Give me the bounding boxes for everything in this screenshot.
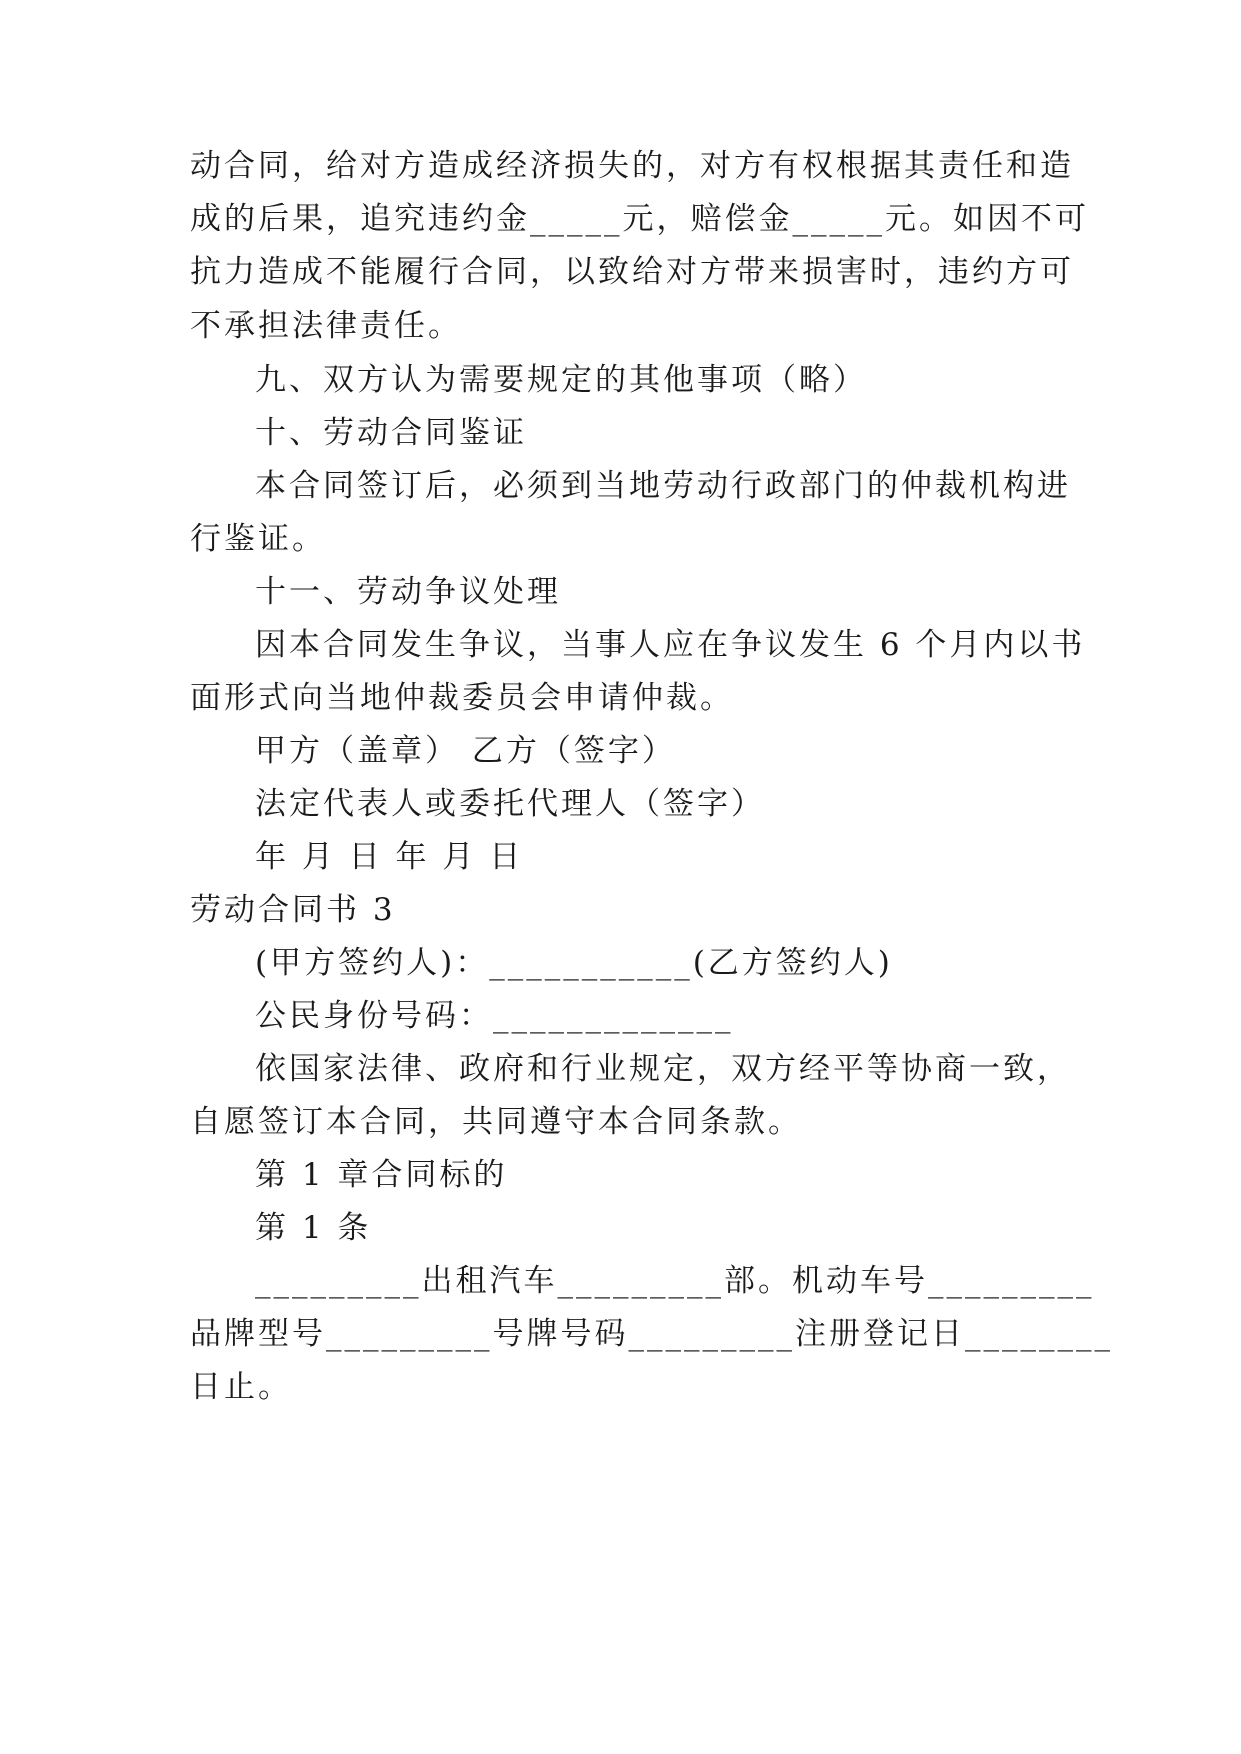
document-title: 劳动合同书 3 xyxy=(190,892,396,928)
signature-line: 甲方（盖章） 乙方（签字） xyxy=(255,733,676,769)
article-heading: 第 1 条 xyxy=(255,1210,372,1246)
paragraph-line: 抗力造成不能履行合同，以致给对方带来损害时，违约方可 xyxy=(190,254,1074,290)
paragraph-line: 日止。 xyxy=(190,1369,292,1405)
paragraph-line: 自愿签订本合同，共同遵守本合同条款。 xyxy=(190,1104,802,1140)
paragraph-line: 动合同，给对方造成经济损失的，对方有权根据其责任和造 xyxy=(190,148,1074,184)
paragraph-line: 不承担法律责任。 xyxy=(190,308,462,344)
party-line: (甲方签约人)：___________(乙方签约人) xyxy=(255,945,893,981)
paragraph-line: 面形式向当地仲裁委员会申请仲裁。 xyxy=(190,680,734,716)
section-heading: 九、双方认为需要规定的其他事项（略） xyxy=(255,362,867,398)
paragraph-line: 品牌型号_________号牌号码_________注册登记日________ xyxy=(190,1316,1113,1352)
signature-line: 法定代表人或委托代理人（签字） xyxy=(255,786,765,822)
paragraph-line: 成的后果，追究违约金_____元，赔偿金_____元。如因不可 xyxy=(190,201,1089,237)
paragraph-line: _________出租汽车_________部。机动车号_________ xyxy=(255,1263,1095,1299)
paragraph-line: 依国家法律、政府和行业规定，双方经平等协商一致， xyxy=(255,1051,1071,1087)
paragraph-line: 行鉴证。 xyxy=(190,521,326,557)
section-heading: 十、劳动合同鉴证 xyxy=(255,415,527,451)
section-heading: 十一、劳动争议处理 xyxy=(255,574,561,610)
chapter-heading: 第 1 章合同标的 xyxy=(255,1157,508,1193)
paragraph-line: 因本合同发生争议，当事人应在争议发生 6 个月内以书 xyxy=(255,627,1086,663)
id-number-line: 公民身份号码：_____________ xyxy=(255,998,734,1034)
date-line: 年 月 日 年 月 日 xyxy=(255,839,524,875)
paragraph-line: 本合同签订后，必须到当地劳动行政部门的仲裁机构进 xyxy=(255,468,1071,504)
